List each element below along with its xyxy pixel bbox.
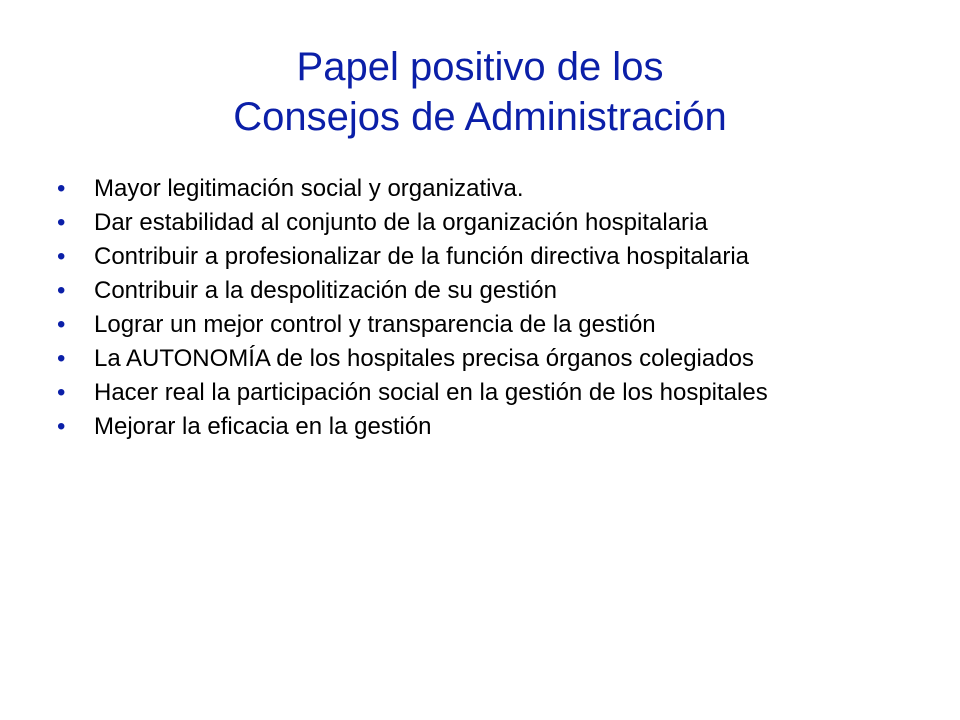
bullet-text: La AUTONOMÍA de los hospitales precisa órganos colegiados bbox=[94, 345, 754, 372]
bullet-icon: • bbox=[57, 243, 66, 270]
bullet-text: Lograr un mejor control y transparencia de la gestión bbox=[94, 311, 656, 338]
bullet-item bbox=[54, 176, 914, 201]
bullet-icon: • bbox=[57, 413, 66, 440]
bullet-item bbox=[54, 380, 914, 405]
bullet-item bbox=[54, 278, 914, 303]
bullet-text: Hacer real la participación social en la gestión de los hospitales bbox=[94, 379, 768, 406]
bullet-text: Contribuir a la despolitización de su gestión bbox=[94, 277, 557, 304]
bullet-icon: • bbox=[57, 345, 66, 372]
bullet-text: Contribuir a profesionalizar de la función directiva hospitalaria bbox=[94, 243, 750, 270]
bullet-item bbox=[54, 244, 914, 269]
bullet-text: Mayor legitimación social y organizativa. bbox=[94, 175, 524, 202]
bullet-icon: • bbox=[57, 175, 66, 202]
bullet-icon: • bbox=[57, 277, 66, 304]
bullet-item bbox=[54, 414, 914, 439]
bullet-icon: • bbox=[57, 379, 66, 406]
bullet-item bbox=[54, 312, 914, 337]
slide-title bbox=[0, 42, 960, 142]
bullet-item bbox=[54, 210, 914, 235]
title-line-2: Consejos de Administración bbox=[233, 95, 727, 139]
bullet-list bbox=[54, 176, 914, 448]
bullet-icon: • bbox=[57, 311, 66, 338]
bullet-icon: • bbox=[57, 209, 66, 236]
bullet-item bbox=[54, 346, 914, 371]
bullet-text: Mejorar la eficacia en la gestión bbox=[94, 413, 432, 440]
title-line-1: Papel positivo de los bbox=[296, 45, 664, 89]
bullet-text: Dar estabilidad al conjunto de la organización hospitalaria bbox=[94, 209, 708, 236]
